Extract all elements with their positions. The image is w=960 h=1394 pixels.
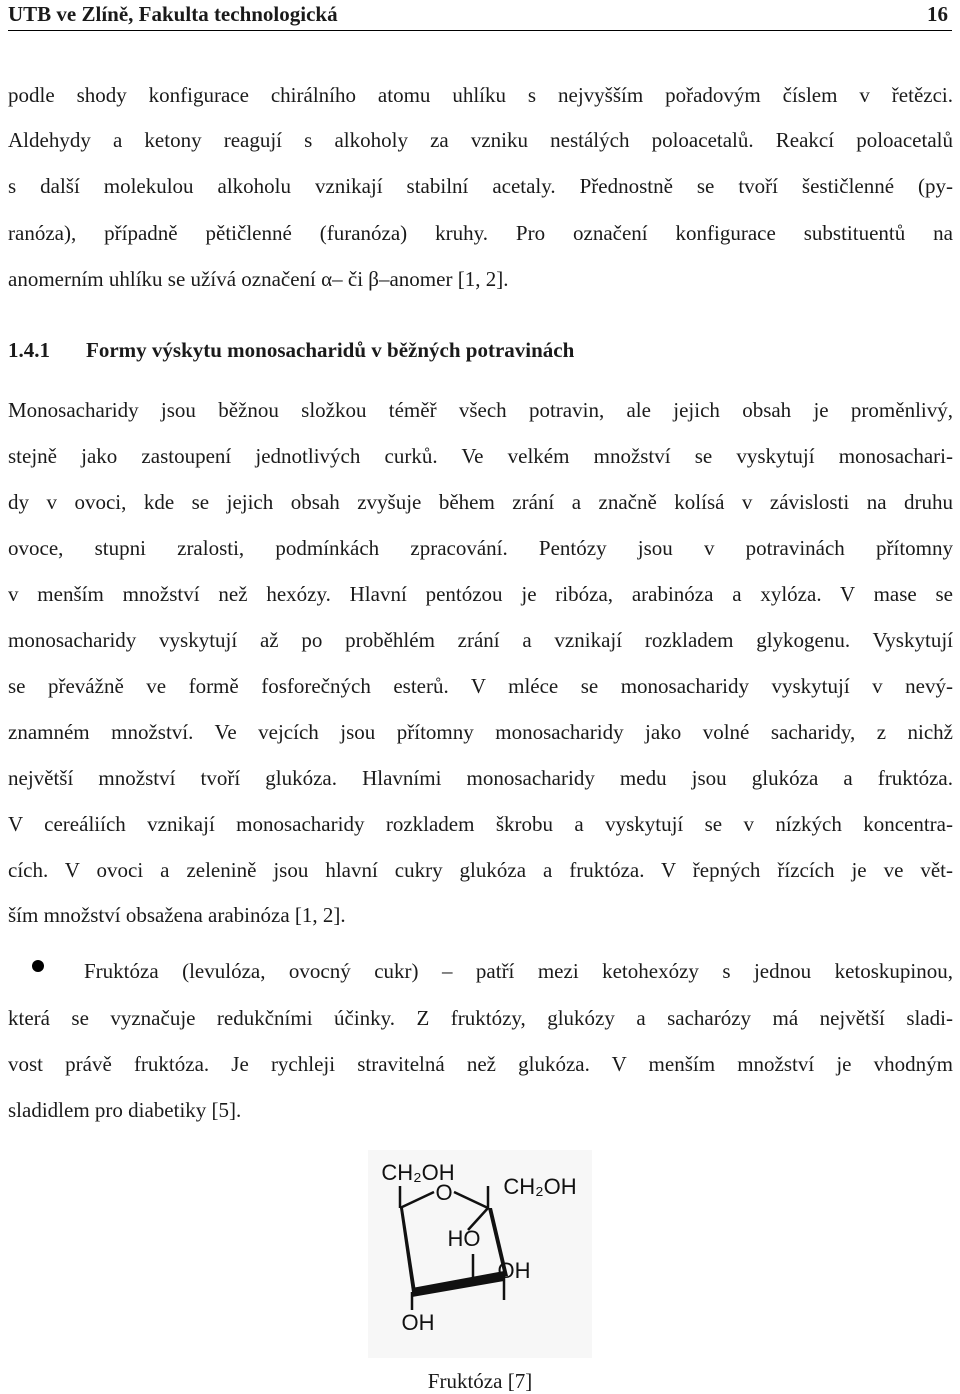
paragraph-line: Monosacharidy jsou běžnou složkou téměř všech potravin, ale jejich obsah je proměnlivý, <box>8 398 953 422</box>
ch2oh-right-label: CH₂OH <box>503 1174 577 1199</box>
paragraph-line: stejně jako zastoupení jednotlivých curků. Ve velkém množství se vyskytují monosachari- <box>8 444 953 468</box>
oh-bottom-label: OH <box>401 1310 435 1335</box>
ring-oxygen-label: O <box>435 1180 453 1205</box>
bullet-icon <box>32 960 44 972</box>
oh-right-label: OH <box>497 1258 531 1283</box>
bullet-line: Fruktóza (levulóza, ovocný cukr) – patří mezi ketohexózy s jednou ketoskupinou, <box>84 959 953 983</box>
header-title: UTB ve Zlíně, Fakulta technologická <box>8 2 338 26</box>
paragraph-line: dy v ovoci, kde se jejich obsah zvyšuje během zrání a značně kolísá v závislosti na druhu <box>8 490 953 514</box>
paragraph-line: anomerním uhlíku se užívá označení α– či β–anomer [1, 2]. <box>8 267 509 291</box>
paragraph-line: ovoce, stupni zralosti, podmínkách zpracování. Pentózy jsou v potravinách přítomny <box>8 536 953 560</box>
page-header <box>8 0 952 31</box>
bullet-line: sladidlem pro diabetiky [5]. <box>8 1098 242 1122</box>
paragraph-line: V cereáliích vznikají monosacharidy rozkladem škrobu a vyskytují se v nízkých koncentra- <box>8 812 953 836</box>
section-heading <box>8 338 574 363</box>
bullet-line: která se vyznačuje redukčními účinky. Z fruktózy, glukózy a sacharózy má největší sladi- <box>8 1006 953 1030</box>
paragraph-line: v menším množství než hexózy. Hlavní pentózou je ribóza, arabinóza a xylóza. V mase se <box>8 582 953 606</box>
bullet-line: vost právě fruktóza. Je rychleji stravitelná než glukóza. V menším množství je vhodným <box>8 1052 953 1076</box>
figure-caption: Fruktóza [7] <box>427 1369 533 1393</box>
paragraph-line: monosacharidy vyskytují až po proběhlém zrání a vznikají rozkladem glykogenu. Vyskytují <box>8 628 953 652</box>
section-title: Formy výskytu monosacharidů v běžných potravinách <box>86 338 575 362</box>
paragraph-line: ším množství obsažena arabinóza [1, 2]. <box>8 903 346 927</box>
paragraph-line: cích. V ovoci a zelenině jsou hlavní cukry glukóza a fruktóza. V řepných řízcích je ve vět- <box>8 858 953 882</box>
paragraph-line: s další molekulou alkoholu vznikají stabilní acetaly. Přednostně se tvoří šestičlenné (py- <box>8 174 953 198</box>
paragraph-line: Aldehydy a ketony reagují s alkoholy za vzniku nestálých poloacetalů. Reakcí poloacetalů <box>8 128 953 152</box>
page-number: 16 <box>927 2 948 26</box>
ch2oh-left-label: CH₂OH <box>381 1160 455 1185</box>
paragraph-line: největší množství tvoří glukóza. Hlavními monosacharidy medu jsou glukóza a fruktóza. <box>8 766 953 790</box>
paragraph-line: ranóza), případně pětičlenné (furanóza) kruhy. Pro označení konfigurace substituentů na <box>8 221 953 245</box>
section-number: 1.4.1 <box>8 338 50 362</box>
fructose-structure-figure <box>368 1150 592 1358</box>
ho-label: HO <box>447 1226 481 1251</box>
paragraph-line: se převážně ve formě fosforečných esterů. V mléce se monosacharidy vyskytují v nevý- <box>8 674 953 698</box>
paragraph-line: podle shody konfigurace chirálního atomu uhlíku s nejvyšším pořadovým číslem v řetězci. <box>8 83 953 107</box>
paragraph-line: znamném množství. Ve vejcích jsou přítomny monosacharidy jako volné sacharidy, z nichž <box>8 720 953 744</box>
